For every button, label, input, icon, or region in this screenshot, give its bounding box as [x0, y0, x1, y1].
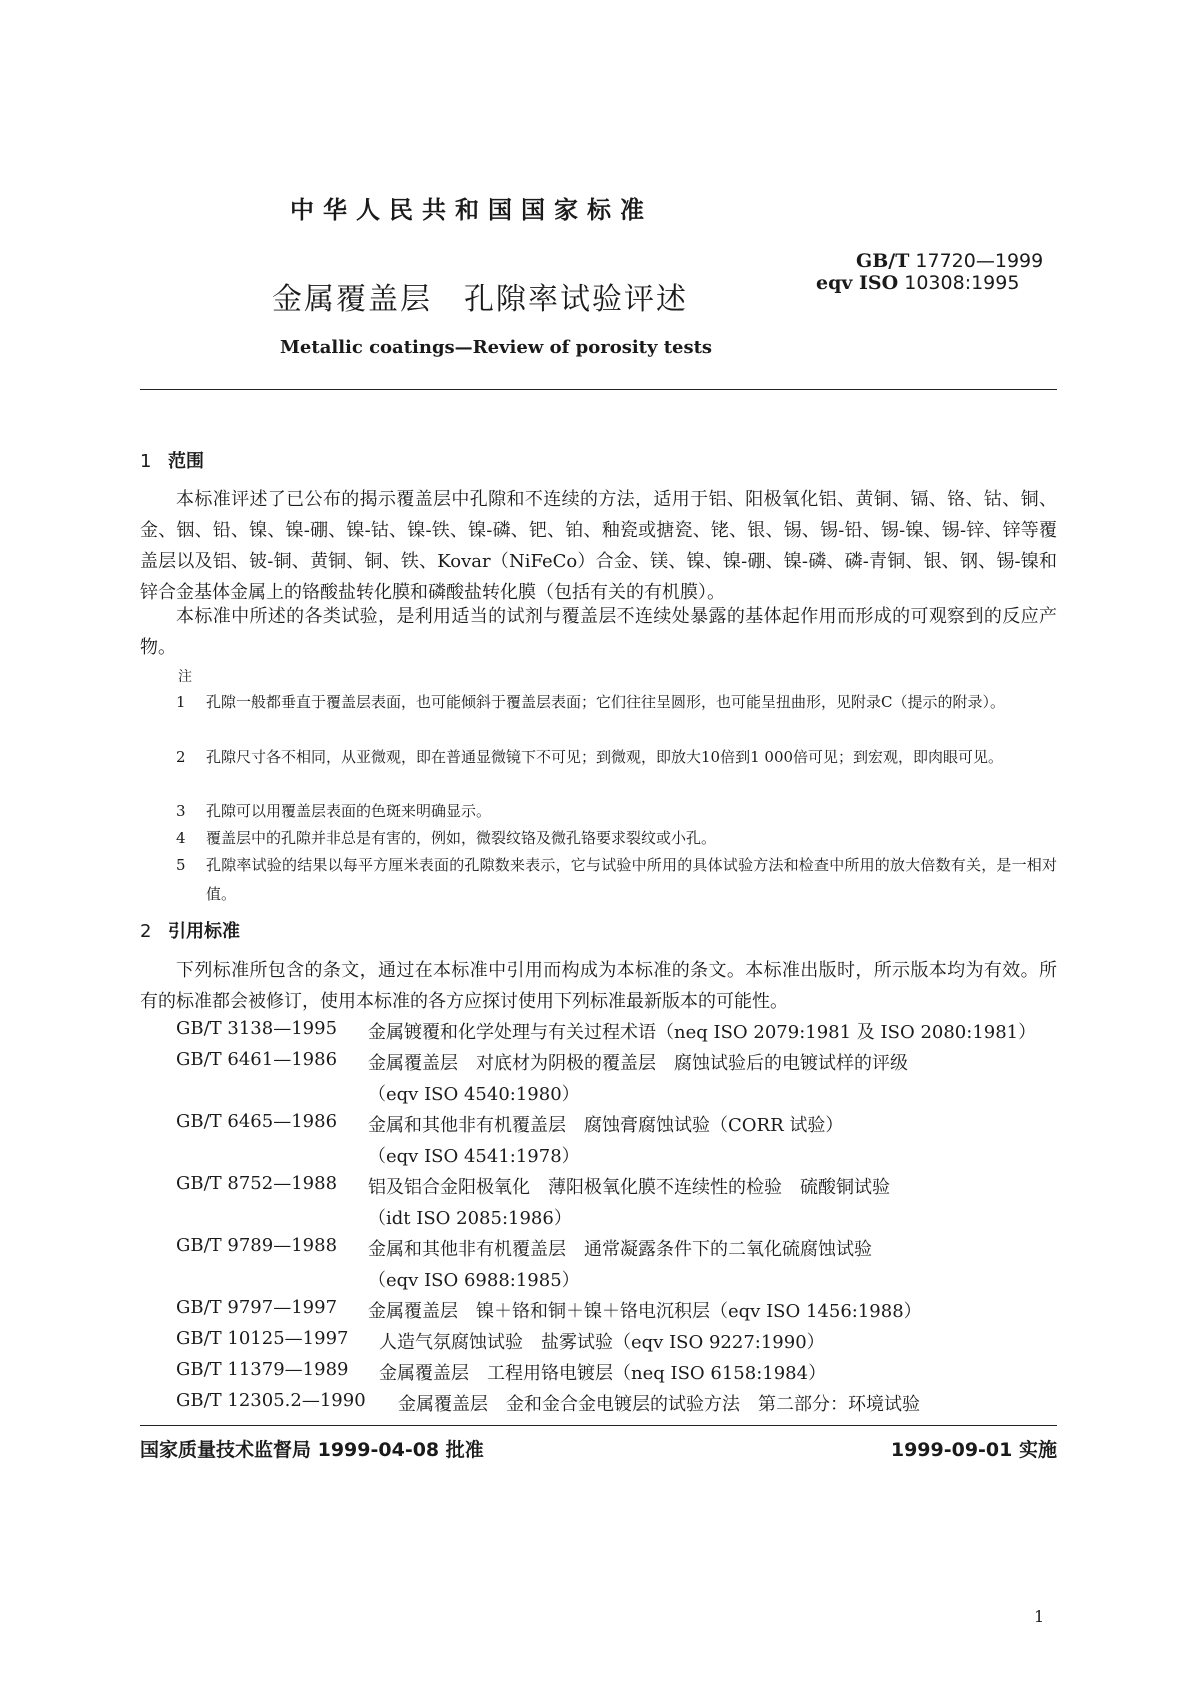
header-divider	[140, 389, 1057, 390]
note-number: 4	[176, 829, 186, 847]
note-number: 3	[176, 802, 186, 820]
scope-paragraph: 本标准评述了已公布的揭示覆盖层中孔隙和不连续的方法，适用于铝、阳极氧化铝、黄铜、镉、铬、钴、铜、金、铟、铅、镍、镍-硼、镍-钴、镍-铁、镍-磷、钯、铂、釉瓷或搪瓷、铑、银、锡、锡-铅、锡-镍、锡-锌、锌等覆盖层以及铝、铍-铜、黄铜、铜、铁、Kovar（NiFeCo）合金、镁、镍、镍-硼、镍-磷、磷-青铜、银、钢、锡-镍和锌合金基体金属上的铬酸盐转化膜和磷酸盐转化膜（包括有关的有机膜）。	[140, 489, 1057, 603]
reference-title: 金属和其他非有机覆盖层 通常凝露条件下的二氧化硫腐蚀试验	[368, 1239, 872, 1260]
footer-divider	[140, 1425, 1057, 1426]
reference-title: 金属镀覆和化学处理与有关过程术语（neq ISO 2079:1981 及 ISO 2080:1981）	[368, 1022, 1037, 1043]
equivalent-code: 10308:1995	[904, 272, 1020, 294]
reference-code: GB/T 12305.2—1990	[176, 1390, 366, 1411]
reference-title: 金属覆盖层 镍＋铬和铜＋镍＋铬电沉积层（eqv ISO 1456:1988）	[368, 1301, 922, 1322]
section-number: 2	[140, 921, 152, 942]
reference-code: GB/T 11379—1989	[176, 1359, 349, 1380]
note-number: 2	[176, 748, 186, 766]
standard-prefix: GB/T	[856, 250, 910, 272]
note-item	[176, 824, 1057, 853]
reference-code: GB/T 9789—1988	[176, 1235, 338, 1256]
section-title: 引用标准	[168, 921, 240, 942]
reference-equivalent: （idt ISO 2085:1986）	[368, 1208, 572, 1229]
note-text: 孔隙一般都垂直于覆盖层表面，也可能倾斜于覆盖层表面；它们往往呈圆形，也可能呈扭曲形，见附录C（提示的附录）。	[206, 693, 1005, 711]
normative-references-paragraph: 下列标准所包含的条文，通过在本标准中引用而构成为本标准的条文。本标准出版时，所示版本均为有效。所有的标准都会被修订，使用本标准的各方应探讨使用下列标准最新版本的可能性。	[140, 960, 1057, 1012]
reference-code: GB/T 9797—1997	[176, 1297, 338, 1318]
section-title: 范围	[168, 451, 204, 472]
note-item	[176, 851, 1057, 909]
section-number: 1	[140, 451, 152, 472]
note-text: 孔隙尺寸各不相同，从亚微观，即在普通显微镜下不可见；到微观，即放大10倍到1 000倍可见；到宏观，即肉眼可见。	[206, 748, 1004, 766]
reference-code: GB/T 10125—1997	[176, 1328, 349, 1349]
reference-title: 金属覆盖层 工程用铬电镀层（neq ISO 6158:1984）	[379, 1363, 827, 1384]
reference-code: GB/T 6461—1986	[176, 1049, 338, 1070]
note-item	[176, 797, 1057, 826]
equivalent-standard-number	[816, 272, 1019, 294]
reference-title: 铝及铝合金阳极氧化 薄阳极氧化膜不连续性的检验 硫酸铜试验	[368, 1177, 890, 1198]
section-2-heading	[140, 917, 240, 943]
note-text: 覆盖层中的孔隙并非总是有害的，例如，微裂纹铬及微孔铬要求裂纹或小孔。	[206, 829, 717, 847]
reference-code: GB/T 6465—1986	[176, 1111, 338, 1132]
standard-number	[856, 250, 1043, 272]
english-title: Metallic coatings—Review of porosity tests	[280, 337, 713, 358]
reference-title: 金属覆盖层 金和金合金电镀层的试验方法 第二部分：环境试验	[398, 1394, 920, 1415]
note-item	[176, 743, 1057, 772]
note-number: 1	[176, 693, 186, 711]
note-label: 注	[178, 669, 192, 685]
implementation-date: 1999-09-01 实施	[890, 1439, 1057, 1461]
reference-equivalent: （eqv ISO 6988:1985）	[368, 1270, 580, 1291]
note-text: 孔隙率试验的结果以每平方厘米表面的孔隙数来表示，它与试验中所用的具体试验方法和检查中所用的放大倍数有关，是一相对值。	[206, 856, 1057, 903]
chinese-title: 金属覆盖层 孔隙率试验评述	[272, 282, 688, 317]
page-number: 1	[1034, 1607, 1045, 1626]
reference-title: 人造气氛腐蚀试验 盐雾试验（eqv ISO 9227:1990）	[379, 1332, 825, 1353]
equivalent-prefix: eqv ISO	[816, 272, 899, 294]
note-number: 5	[176, 856, 186, 874]
standard-code: 17720—1999	[915, 250, 1044, 272]
scope-paragraph-2: 本标准中所述的各类试验，是利用适当的试剂与覆盖层不连续处暴露的基体起作用而形成的可观察到的反应产物。	[140, 606, 1057, 658]
reference-code: GB/T 8752—1988	[176, 1173, 338, 1194]
reference-equivalent: （eqv ISO 4540:1980）	[368, 1084, 580, 1105]
reference-code: GB/T 3138—1995	[176, 1018, 338, 1039]
reference-title: 金属覆盖层 对底材为阴极的覆盖层 腐蚀试验后的电镀试样的评级	[368, 1053, 908, 1074]
reference-equivalent: （eqv ISO 4541:1978）	[368, 1146, 580, 1167]
approval-date: 国家质量技术监督局 1999-04-08 批准	[140, 1439, 484, 1461]
note-text: 孔隙可以用覆盖层表面的色斑来明确显示。	[206, 802, 492, 820]
national-standard-title: 中华人民共和国国家标准	[290, 196, 653, 224]
reference-title: 金属和其他非有机覆盖层 腐蚀膏腐蚀试验（CORR 试验）	[368, 1115, 844, 1136]
section-1-heading	[140, 447, 204, 473]
note-item	[176, 688, 1057, 717]
